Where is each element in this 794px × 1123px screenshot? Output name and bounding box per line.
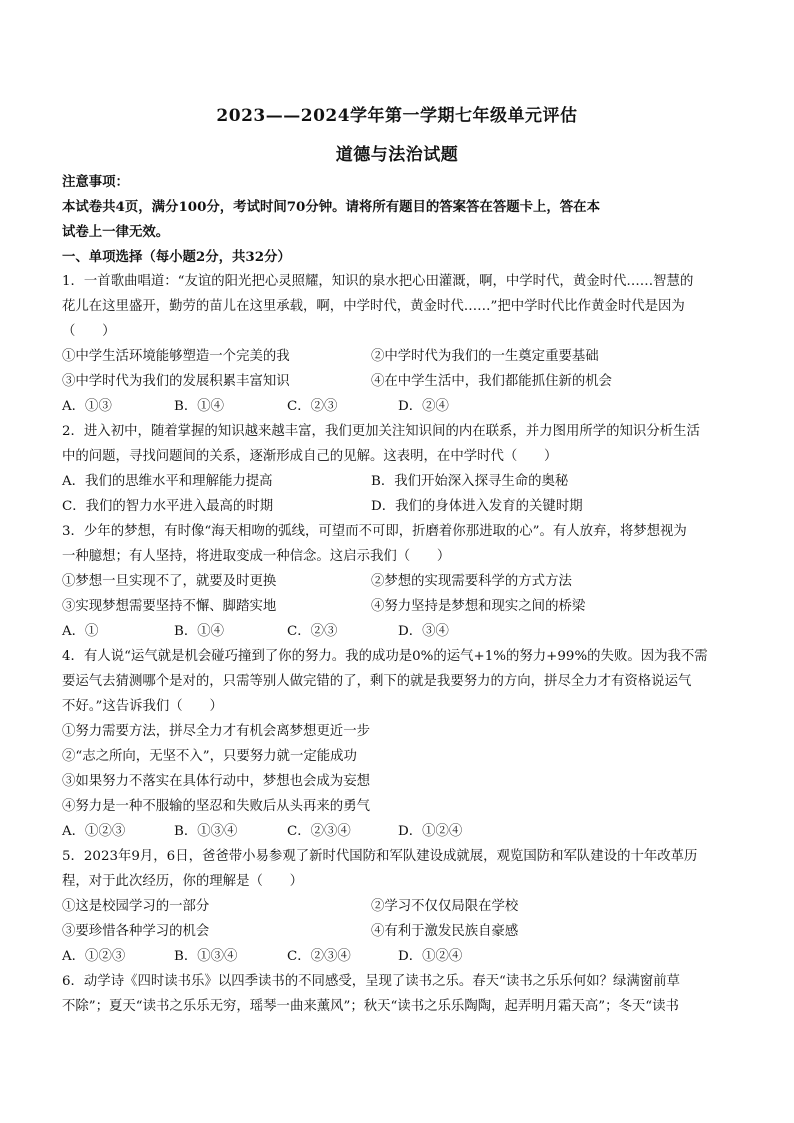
q1-item: ④在中学生活中，我们都能抓住新的机会 bbox=[371, 374, 613, 389]
q3-choice-c: C．②③ bbox=[287, 624, 338, 639]
q2-choice-a: A．我们的思维水平和理解能力提高 bbox=[62, 474, 273, 489]
q1-stem-line: 1．一首歌曲唱道：“友谊的阳光把心灵照耀，知识的泉水把心田灌溉，啊，中学时代，黄金时代……智慧的 bbox=[62, 274, 694, 289]
q1-stem-line: 花儿在这里盛开，勤劳的苗儿在这里承载，啊，中学时代，黄金时代……”把中学时代比作黄金时代是因为 bbox=[62, 299, 685, 314]
q4-choice-a: A．①②③ bbox=[62, 824, 126, 839]
q4-item: ③如果努力不落实在具体行动中，梦想也会成为妄想 bbox=[62, 774, 370, 789]
q4-choice-c: C．②③④ bbox=[287, 824, 351, 839]
q1-choice-d: D．②④ bbox=[398, 399, 449, 414]
q5-choice-b: B．①③④ bbox=[174, 949, 238, 964]
exam-title: 2023——2024学年第一学期七年级单元评估 bbox=[216, 106, 578, 126]
q1-choice-c: C．②③ bbox=[287, 399, 338, 414]
q3-stem-line: 3．少年的梦想，有时像“海天相吻的弧线，可望而不可即，折磨着你那进取的心”。有人放弃，将梦想视为 bbox=[62, 524, 687, 539]
section-heading: 一、单项选择（每小题2分，共32分） bbox=[62, 249, 291, 265]
q2-choice-d: D．我们的身体进入发育的关键时期 bbox=[371, 499, 583, 514]
q4-item: ①努力需要方法，拼尽全力才有机会离梦想更近一步 bbox=[62, 724, 370, 739]
q6-stem-line: 不除”；夏天“读书之乐乐无穷，瑶琴一曲来薰风”；秋天“读书之乐乐陶陶，起弄明月霜天高”；冬天“读书 bbox=[62, 999, 679, 1014]
q5-stem-line: 程，对于此次经历，你的理解是（ ） bbox=[62, 874, 304, 889]
q4-choice-d: D．①②④ bbox=[398, 824, 463, 839]
q2-stem-line: 中的问题，寻找问题间的关系，逐渐形成自己的见解。这表明，在中学时代（ ） bbox=[62, 449, 558, 464]
q5-item: ②学习不仅仅局限在学校 bbox=[371, 899, 519, 914]
q3-choice-d: D．③④ bbox=[398, 624, 449, 639]
q5-choice-d: D．①②④ bbox=[398, 949, 463, 964]
notice-line-2: 试卷上一律无效。 bbox=[62, 224, 170, 240]
q3-choice-b: B．①④ bbox=[174, 624, 225, 639]
q1-item: ③中学时代为我们的发展积累丰富知识 bbox=[62, 374, 290, 389]
q5-item: ①这是校园学习的一部分 bbox=[62, 899, 210, 914]
q1-choice-a: A．①③ bbox=[62, 399, 112, 414]
q1-item: ①中学生活环境能够塑造一个完美的我 bbox=[62, 349, 290, 364]
q3-item: ②梦想的实现需要科学的方式方法 bbox=[371, 574, 572, 589]
q3-item: ④努力坚持是梦想和现实之间的桥梁 bbox=[371, 599, 586, 614]
notice-heading: 注意事项： bbox=[62, 174, 129, 190]
q5-item: ③要珍惜各种学习的机会 bbox=[62, 924, 210, 939]
q3-stem-line: 一种臆想；有人坚持，将进取变成一种信念。这启示我们（ ） bbox=[62, 549, 451, 564]
q5-item: ④有利于激发民族自豪感 bbox=[371, 924, 519, 939]
q1-stem-line: （ ） bbox=[62, 324, 116, 339]
q4-stem-line: 要运气去猜测哪个是对的，只需等别人做完错的了，剩下的就是我要努力的方向，拼尽全力才有资格说运气 bbox=[62, 674, 692, 689]
q1-item: ②中学时代为我们的一生奠定重要基础 bbox=[371, 349, 599, 364]
q3-item: ①梦想一旦实现不了，就要及时更换 bbox=[62, 574, 277, 589]
q4-choice-b: B．①③④ bbox=[174, 824, 238, 839]
q2-choice-c: C．我们的智力水平进入最高的时期 bbox=[62, 499, 274, 514]
q4-item: ②“志之所向，无坚不入”，只要努力就一定能成功 bbox=[62, 749, 357, 764]
q3-choice-a: A．① bbox=[62, 624, 99, 639]
q4-stem-line: 4．有人说“运气就是机会碰巧撞到了你的努力。我的成功是0%的运气+1%的努力+99%的失败。因为我不需 bbox=[62, 649, 708, 664]
q5-choice-c: C．②③④ bbox=[287, 949, 351, 964]
q1-choice-b: B．①④ bbox=[174, 399, 225, 414]
q3-item: ③实现梦想需要坚持不懈、脚踏实地 bbox=[62, 599, 277, 614]
q5-choice-a: A．①②③ bbox=[62, 949, 126, 964]
q2-choice-b: B．我们开始深入探寻生命的奥秘 bbox=[371, 474, 569, 489]
q5-stem-line: 5．2023年9月，6日，爸爸带小易参观了新时代国防和军队建设成就展，观览国防和军队建设的十年改革历 bbox=[62, 849, 698, 864]
exam-subtitle: 道德与法治试题 bbox=[335, 145, 459, 165]
q4-stem-line: 不好。”这告诉我们（ ） bbox=[62, 699, 223, 714]
notice-line-1: 本试卷共4页，满分100分，考试时间70分钟。请将所有题目的答案答在答题卡上，答在本 bbox=[62, 199, 600, 215]
q4-item: ④努力是一种不服输的坚忍和失败后从头再来的勇气 bbox=[62, 799, 370, 814]
q2-stem-line: 2．进入初中，随着掌握的知识越来越丰富，我们更加关注知识间的内在联系，并力图用所学的知识分析生活 bbox=[62, 424, 700, 439]
q6-stem-line: 6．动学诗《四时读书乐》以四季读书的不同感受，呈现了读书之乐。春天“读书之乐乐何如？绿满窗前草 bbox=[62, 974, 680, 989]
